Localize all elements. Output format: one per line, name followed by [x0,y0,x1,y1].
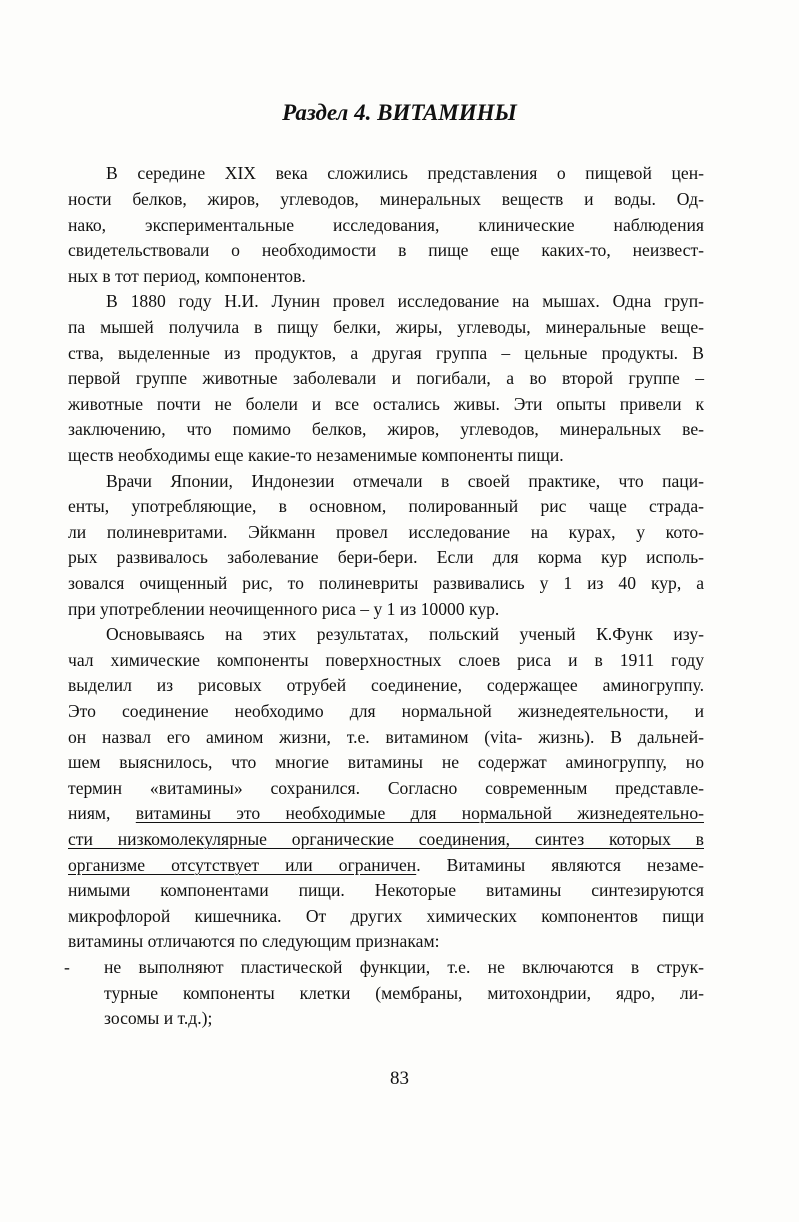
text-line: выделил из рисовых отрубей соединение, содержащее аминогруппу. [68,675,704,695]
text-line: Врачи Японии, Индонезии отмечали в своей практике, что паци- [106,471,704,491]
definition-underlined: витамины это необходимые для нормальной жизнедеятельно- [135,803,704,823]
text-line [68,855,704,875]
text-line: животные почти не болели и все остались живы. Эти опыты привели к [68,394,704,414]
text-line: заключению, что помимо белков, жиров, углеводов, минеральных ве- [68,419,704,439]
text-line: ли полиневритами. Эйкманн провел исследование на курах, у кото- [68,522,704,542]
definition-underlined: организме отсутствует или ограничен [68,855,417,875]
text-line [68,803,704,823]
text-line: рых развивалось заболевание бери-бери. Если для корма кур исполь- [68,547,704,567]
text-line: термин «витамины» сохранился. Согласно современным представле- [68,778,704,798]
text-line: не выполняют пластической функции, т.е. не включаются в струк- [104,957,704,977]
text-line: свидетельствовали о необходимости в пище еще каких-то, неизвест- [68,240,704,260]
text-line: ществ необходимы еще какие-то незаменимые компоненты пищи. [68,445,564,465]
list-bullet: - [64,957,70,977]
definition-underlined: сти низкомолекулярные органические соединения, синтез которых в [68,829,704,849]
section-title: Раздел 4. ВИТАМИНЫ [282,100,517,125]
text-line: шем выяснилось, что многие витамины не содержат аминогруппу, но [68,752,704,772]
text-line: зосомы и т.д.); [104,1008,213,1028]
text-line: ности белков, жиров, углеводов, минеральных веществ и воды. Од- [68,189,704,209]
text-line: нако, экспериментальные исследования, клинические наблюдения [68,215,704,235]
text-line: турные компоненты клетки (мембраны, митохондрии, ядро, ли- [104,983,704,1003]
text-line: первой группе животные заболевали и погибали, а во второй группе – [68,368,704,388]
text-line: Основываясь на этих результатах, польский ученый К.Функ изу- [106,624,704,644]
text-line: витамины отличаются по следующим признакам: [68,931,440,951]
text-line: па мышей получила в пищу белки, жиры, углеводы, минеральные веще- [68,317,704,337]
text-segment: ниям, [68,803,136,823]
text-line: В 1880 году Н.И. Лунин провел исследование на мышах. Одна груп- [106,291,704,311]
text-line: нимыми компонентами пищи. Некоторые витамины синтезируются [68,880,704,900]
text-line: В середине XIX века сложились представления о пищевой цен- [106,163,704,183]
text-line: енты, употребляющие, в основном, полированный рис чаще страда- [68,496,704,516]
text-line: ства, выделенные из продуктов, а другая группа – цельные продукты. В [68,343,704,363]
text-line: при употреблении неочищенного риса – у 1 из 10000 кур. [68,599,500,619]
text-line: ных в тот период, компонентов. [68,266,306,286]
text-line: он назвал его амином жизни, т.е. витамином (vita- жизнь). В дальней- [68,727,704,747]
text-line [68,829,704,849]
text-line: зовался очищенный рис, то полиневриты развивались у 1 из 40 кур, а [68,573,704,593]
page-number: 83 [390,1068,409,1089]
text-line: Это соединение необходимо для нормальной жизнедеятельности, и [68,701,704,721]
text-segment: . Витамины являются незаме- [416,855,704,875]
text-line: чал химические компоненты поверхностных слоев риса и в 1911 году [68,650,704,670]
text-line: микрофлорой кишечника. От других химических компонентов пищи [68,906,704,926]
